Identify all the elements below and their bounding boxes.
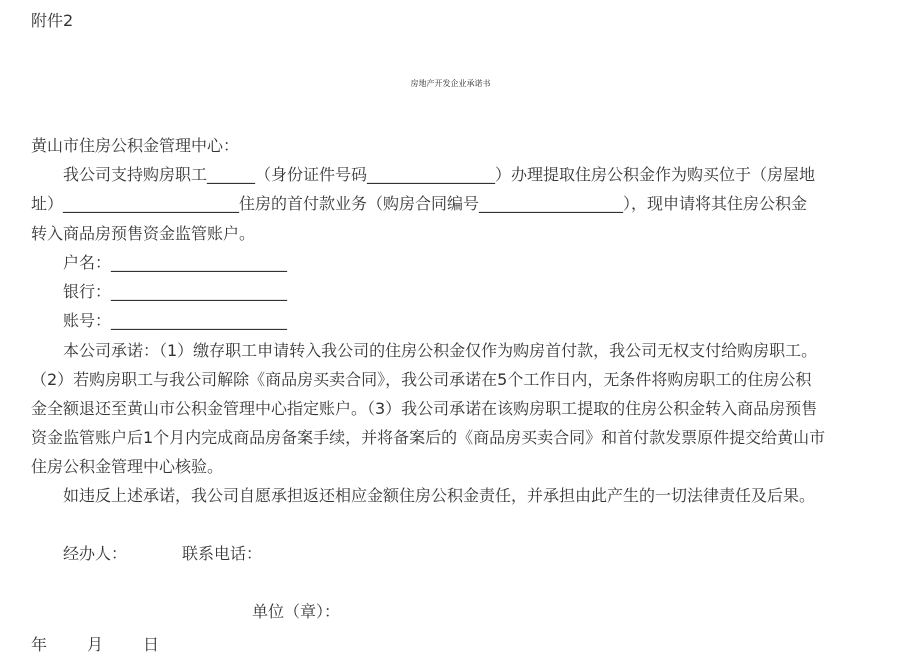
paragraph1-line1 xyxy=(63,165,815,185)
paragraph1-text-c: ）办理提取住房公积金作为购买位于（房屋地 xyxy=(495,165,816,184)
document-title: 房地产开发企业承诺书 xyxy=(410,79,491,88)
buyer-name-blank: ______ xyxy=(207,165,256,184)
contract-number-blank: __________________ xyxy=(479,194,624,213)
bank-label: 银行： xyxy=(63,282,112,301)
paragraph1-text-b: （身份证件号码 xyxy=(255,165,368,184)
commitment-line5: 住房公积金管理中心核验。 xyxy=(31,457,224,476)
commitment-line4: 资金监管账户后1个月内完成商品房备案手续，并将备案后的《商品房买卖合同》和首付款发票原件提交给黄山市 xyxy=(31,428,826,447)
account-blank: ______________________ xyxy=(111,311,288,330)
addressee: 黄山市住房公积金管理中心： xyxy=(31,136,240,155)
household-field xyxy=(63,253,287,273)
paragraph1-text-e: 住房的首付款业务（购房合同编号 xyxy=(239,194,480,213)
attachment-label: 附件2 xyxy=(31,11,74,30)
company-seal-label: 单位（章）： xyxy=(252,602,341,621)
account-field xyxy=(63,311,287,331)
id-number-blank: ________________ xyxy=(367,165,496,184)
household-blank: ______________________ xyxy=(111,253,288,272)
paragraph1-text-d: 址） xyxy=(31,194,64,213)
commitment-line2: （2）若购房职工与我公司解除《商品房买卖合同》，我公司承诺在5个工作日内，无条件将购房职工的住房公积 xyxy=(31,370,812,389)
bank-field xyxy=(63,282,287,302)
paragraph1-text-f: ），现申请将其住房公积金 xyxy=(623,194,808,213)
account-label: 账号： xyxy=(63,311,112,330)
handler-label: 经办人： xyxy=(63,544,128,563)
year-label: 年 xyxy=(31,635,48,654)
house-address-blank: ______________________ xyxy=(63,194,240,213)
paragraph1-line3: 转入商品房预售资金监管账户。 xyxy=(31,224,256,243)
day-label: 日 xyxy=(143,635,160,654)
month-label: 月 xyxy=(87,635,104,654)
commitment-line1: 本公司承诺：（1）缴存职工申请转入我公司的住房公积金仅作为购房首付款，我公司无权支付给购房职工。 xyxy=(63,341,818,360)
paragraph1-line2 xyxy=(31,194,807,214)
bank-blank: ______________________ xyxy=(111,282,288,301)
paragraph1-text-a: 我公司支持购房职工 xyxy=(63,165,208,184)
phone-label: 联系电话： xyxy=(182,544,263,563)
household-label: 户名： xyxy=(63,253,112,272)
commitment-line3: 金全额退还至黄山市公积金管理中心指定账户。（3）我公司承诺在该购房职工提取的住房公积金转入商品房预售 xyxy=(31,399,818,418)
violation-clause: 如违反上述承诺，我公司自愿承担返还相应金额住房公积金责任，并承担由此产生的一切法律责任及后果。 xyxy=(63,486,816,505)
